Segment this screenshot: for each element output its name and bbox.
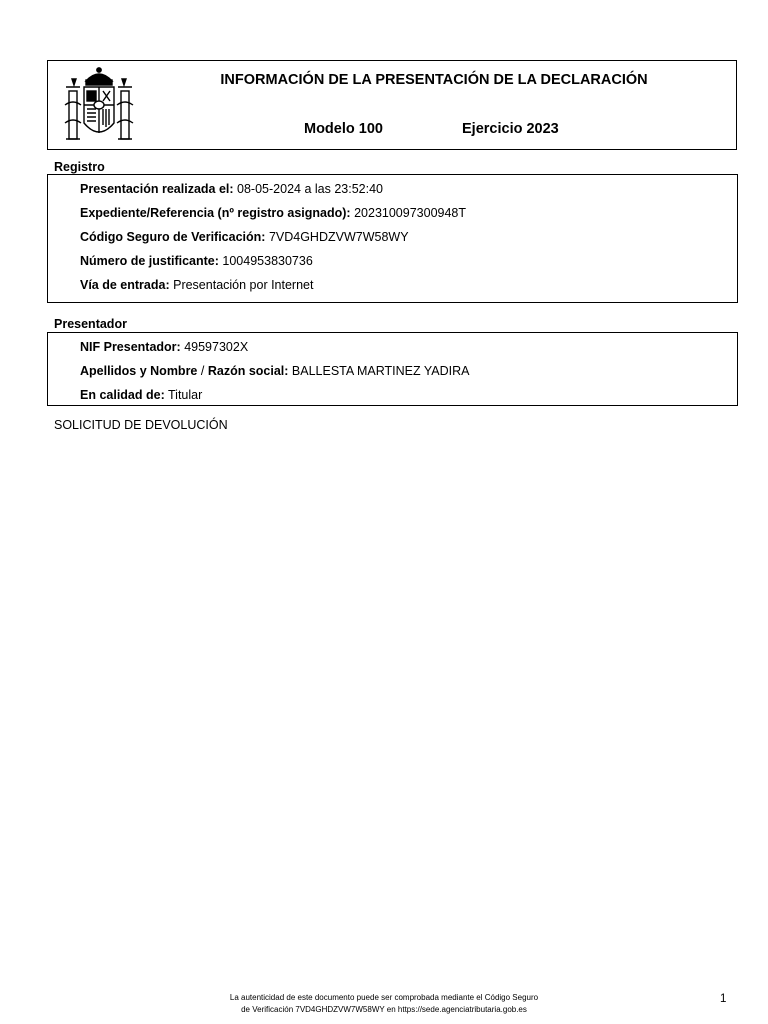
presentador-row-name: [80, 364, 470, 378]
presentador-label: Apellidos y Nombre: [80, 364, 198, 378]
registro-value: 202310097300948T: [354, 206, 467, 220]
footer-note: [184, 992, 584, 1016]
presentador-row-nif: [80, 340, 248, 354]
registro-label: Presentación realizada el:: [80, 182, 234, 196]
footer-line: de Verificación 7VD4GHDZVW7W58WY en https://sede.agenciatributaria.gob.es: [241, 1005, 527, 1014]
registro-section-title: Registro: [54, 160, 105, 174]
presentador-label: En calidad de:: [80, 388, 165, 402]
header-box: [47, 60, 737, 150]
registro-box: [47, 174, 738, 303]
registro-label: Vía de entrada:: [80, 278, 170, 292]
registro-row-justificante: [80, 254, 313, 268]
presentador-value: BALLESTA MARTINEZ YADIRA: [291, 364, 470, 378]
model-label: Modelo 100: [304, 121, 383, 137]
registro-row-date: [80, 182, 383, 196]
registro-value: Presentación por Internet: [173, 278, 314, 292]
registro-value: 08-05-2024 a las 23:52:40: [237, 182, 383, 196]
registro-row-via: [80, 278, 313, 292]
registro-label: Código Seguro de Verificación:: [80, 230, 266, 244]
presentador-label: NIF Presentador:: [80, 340, 181, 354]
registro-value: 7VD4GHDZVW7W58WY: [268, 230, 409, 244]
presentador-box: [47, 332, 738, 406]
solicitud-text: SOLICITUD DE DEVOLUCIÓN: [54, 418, 228, 432]
registro-label: Número de justificante:: [80, 254, 219, 268]
presentador-label: Razón social:: [207, 364, 289, 378]
year-label: Ejercicio 2023: [462, 121, 559, 137]
presentador-value: 49597302X: [184, 340, 249, 354]
presentador-row-role: [80, 388, 202, 402]
registro-row-csv: [80, 230, 409, 244]
registro-row-expediente: [80, 206, 466, 220]
registro-value: 1004953830736: [222, 254, 313, 268]
presentador-separator: /: [200, 364, 205, 378]
registro-label: Expediente/Referencia (nº registro asignado):: [80, 206, 351, 220]
footer-line: La autenticidad de este documento puede ser comprobada mediante el Código Seguro: [229, 993, 539, 1002]
document-title: INFORMACIÓN DE LA PRESENTACIÓN DE LA DECLARACIÓN: [220, 72, 648, 88]
presentador-section-title: Presentador: [54, 317, 127, 331]
page-number: 1: [720, 993, 727, 1005]
presentador-value: Titular: [168, 388, 203, 402]
